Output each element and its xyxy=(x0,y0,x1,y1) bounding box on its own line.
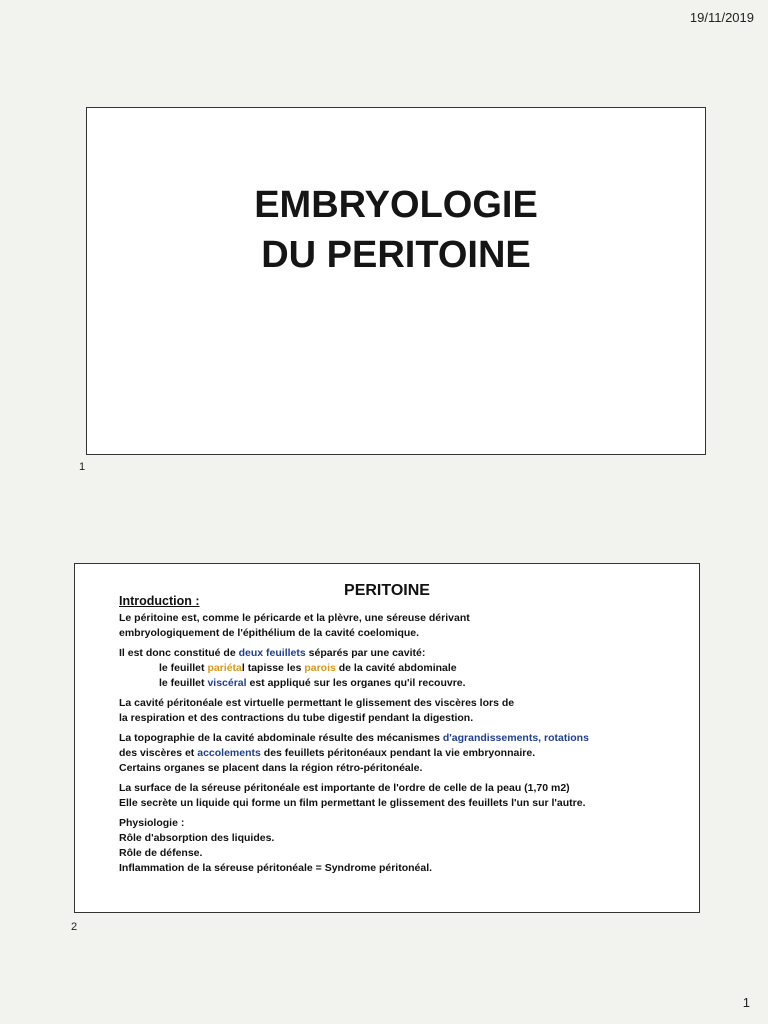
page-date: 19/11/2019 xyxy=(689,10,754,25)
text-line xyxy=(119,746,679,761)
paragraph-physiologie xyxy=(119,816,679,876)
slide-1-title xyxy=(87,180,705,280)
highlight-blue: deux feuillets xyxy=(238,647,306,659)
highlight-orange: pariéta xyxy=(207,662,242,674)
text-span: séparés par une cavité: xyxy=(305,647,426,659)
text-span: le feuillet xyxy=(159,677,208,689)
highlight-orange: parois xyxy=(304,662,336,674)
text-span: La topographie de la cavité abdominale résulte des mécanismes xyxy=(119,732,443,744)
paragraph-cavite xyxy=(119,696,679,726)
paragraph-topographie xyxy=(119,731,679,776)
text-line: Inflammation de la séreuse péritonéale = Syndrome péritonéal. xyxy=(119,862,433,874)
text-span: Il est donc constitué de xyxy=(119,647,239,659)
text-line xyxy=(119,661,679,676)
title-line-2: DU PERITOINE xyxy=(261,234,531,276)
text-span: est appliqué sur les organes qu'il recouvre. xyxy=(246,677,466,689)
paragraph-definition xyxy=(119,611,679,641)
text-line xyxy=(119,646,679,661)
text-line: Le péritoine est, comme le péricarde et la plèvre, une séreuse dérivant xyxy=(119,612,470,624)
text-line: Elle secrète un liquide qui forme un film permettant le glissement des feuillets l'un sur l'autre. xyxy=(119,797,586,809)
text-span: des viscères et xyxy=(119,747,198,759)
paragraph-feuillets xyxy=(119,646,679,691)
text-line xyxy=(119,731,679,746)
text-line xyxy=(119,676,679,691)
slide-2-title: PERITOINE xyxy=(344,582,430,599)
highlight-blue: d'agrandissements, rotations xyxy=(442,732,589,744)
page-number: 1 xyxy=(742,995,750,1010)
title-line-1: EMBRYOLOGIE xyxy=(254,184,538,226)
text-span: le feuillet xyxy=(159,662,208,674)
highlight-blue: accolements xyxy=(197,747,261,759)
text-line: Rôle d'absorption des liquides. xyxy=(119,832,275,844)
highlight-blue: viscéral xyxy=(207,677,247,689)
text-span: de la cavité abdominale xyxy=(335,662,457,674)
text-line: embryologiquement de l'épithélium de la cavité coelomique. xyxy=(119,627,420,639)
text-line: Rôle de défense. xyxy=(119,847,203,859)
text-line: Physiologie : xyxy=(119,817,185,829)
intro-heading: Introduction : xyxy=(119,594,200,608)
paragraph-surface xyxy=(119,781,679,811)
text-line: La cavité péritonéale est virtuelle permettant le glissement des viscères lors de xyxy=(119,697,515,709)
text-line: Certains organes se placent dans la région rétro-péritonéale. xyxy=(119,762,423,774)
slide-2-body xyxy=(119,594,679,876)
text-span: des feuillets péritonéaux pendant la vie embryonnaire. xyxy=(260,747,536,759)
text-span: l tapisse les xyxy=(241,662,305,674)
slide-1-number: 1 xyxy=(79,461,86,473)
text-line: La surface de la séreuse péritonéale est importante de l'ordre de celle de la peau (1,70 m2) xyxy=(119,782,570,794)
slide-2-number: 2 xyxy=(71,921,78,933)
text-line: la respiration et des contractions du tube digestif pendant la digestion. xyxy=(119,712,474,724)
slide-1 xyxy=(86,107,706,455)
slide-2 xyxy=(74,563,700,913)
